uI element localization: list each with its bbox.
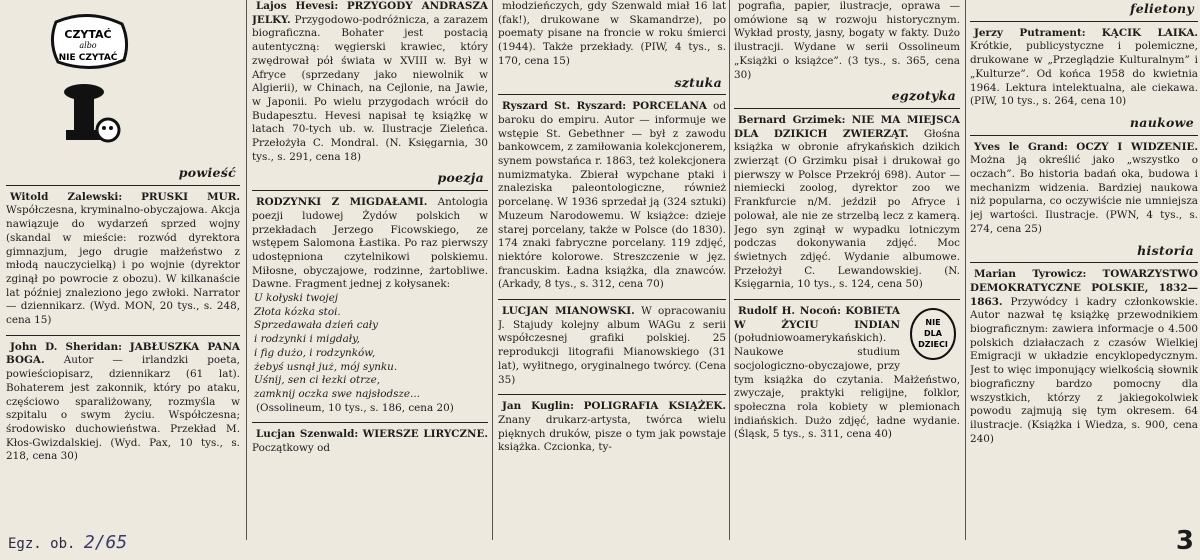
review-text: Przygodowo-podróżnicza, a zarazem biograficzna. Bohater jest postacią autentyczną: węgierski krawiec, który zwędrował pół świata w XVIII w. Był w Afryce (sprzedany jako niewolnik w Algierii), w Chinach, na Cejlonie, na Jawie, w Japonii. Po wielu przygodach wrócił do Budapesztu. Hevesi napisał tę książkę w latach 70-tych ub. w. Ilustracje Zieleńca. Przełożyła C. Mondral. (N. Księgarnia, 30 tys., s. 291, cena 18) [252,13,488,163]
review-text: Antologia poezji ludowej Żydów polskich w przekładach Jerzego Ficowskiego, ze wstępem Salomona Łastika. Po raz pierwszy udostępniona czytelnikowi polskiemu. Miłosne, obyczajowe, rodzinne, żartobliwe. Dawne. Fragment jednej z kołysanek: [252,196,488,291]
divider [970,262,1198,263]
author: Ryszard St. Ryszard: [502,100,627,113]
nie-dla-dzieci-stamp [906,307,960,361]
book-title: WIERSZE LIRYCZNE. [362,428,488,441]
author: Marian Tyrowicz: [974,268,1087,281]
column-3 [498,0,726,528]
poem-line: U kołyski twojej [254,292,339,305]
section-heading: egzotyka [891,88,956,104]
column-1 [6,0,240,528]
author: Witold Zalewski: [10,190,123,203]
review-entry [498,305,726,387]
author: Jerzy Putrament: [974,26,1086,39]
author: Yves le Grand: [974,140,1068,153]
book-title: PRZYGODY ANDRASZA JELKY. [252,0,488,26]
section-heading: sztuka [674,74,722,90]
divider [734,108,960,109]
divider [498,299,726,300]
poem-line: i rodzynki i migdały, [254,333,360,346]
book-title: PRUSKI MUR. [141,190,240,203]
book-title: KOBIETA W ŻYCIU INDIAN [734,305,900,331]
review-text: Przywódcy i kadry członkowskie. Autor nazwał tę książkę przewodnikiem biograficznym: zawiera informacje o 4.500 polskich działaczach z czasów Wielkiej Emigracji w układzie encyklopedycznym. Jest to więc imponujący wielkością słownik biograficzny bardzo pomocny dla wszystkich, którzy z jakiegokolwiek powodu zajmują się tym okresem. 64 ilustracje. (Książka i Wiedza, s. 900, cena 240) [970,295,1198,445]
review-continued: pografia, papier, ilustracje, oprawa — omówione są w rozwoju historycznym. Wykład prosty, jasny, bogaty w fakty. Dużo ilustracji. Wydane w serii Ossolineum „Książki o książce”. (3 tys., s. 365, cena 30) [734,0,960,81]
review-text: W opracowaniu J. Stajudy kolejny album WAGu z serii współczesnej grafiki polskiej. 25 reprodukcji litografii Mianowskiego (31 lat), wyłitnego, oryginalnego twórcy. (Cena 35) [498,305,726,386]
author: Rudolf H. Nocoń: [738,305,841,318]
logo-line: CZYTAĆ [64,28,112,41]
column-4 [734,0,960,528]
section-heading: naukowe [1129,114,1194,130]
archive-stamp [8,532,308,558]
book-title: RODZYNKI Z MIGDAŁAMI. [256,196,428,209]
review-text: Początkowy od [252,442,331,455]
author: John D. Sheridan: [10,340,122,353]
book-title: NIE MA MIEJSCA DLA DZIKICH ZWIERZĄT. [734,113,960,140]
review-entry [970,27,1198,109]
review-text: (południowoamerykańskich). Naukowe studium socjologiczno-obyczajowe, przy tym książka do czytania. Małżeństwo, zwyczaje, praktyki religijne, folklor, społeczna rola kobiety w plemionach indiańskich. Dużo zdjęć, ładne wydanie. (Śląsk, 5 tys., s. 311, cena 40) [734,332,960,441]
review-entry [734,305,960,442]
author: Bernard Grzimek: [738,113,846,126]
page-number: 3 [1175,526,1194,556]
book-title: JABŁUSZKA PANA BOGA. [6,340,240,367]
review-entry [6,341,240,464]
stamp-line: DLA [924,329,942,339]
author: Lucjan Szenwald: [256,428,359,441]
section-heading: historia [1137,242,1194,258]
divider [970,21,1198,22]
review-text: Współczesna, kryminalno-obyczajowa. Akcja nawiązuje do wydarzeń sprzed wojny (skandal w mieście: rozwód dyrektora gimnazjum, jego drugie małżeństwo z młodą nauczycielką) i po wojnie (dyrektor zginął po powrocie z obozu). W kilkanaście lat później znaleziono jego zwłoki. Narrator — dziennikarz. (Wyd. MON, 20 tys., s. 248, cena 15) [6,204,240,327]
author: Jan Kuglin: [502,400,574,413]
review-entry [252,428,488,455]
review-text: Krótkie, publicystyczne i polemiczne, drukowane w „Przeglądzie Kulturalnym” i „Kulturze”. Od końca 1958 do kwietnia 1964. Lektura intelektualna, ale ciekawa. (PIW, 10 tys., s. 264, cena 10) [970,40,1198,108]
divider [498,94,726,95]
poem-line: Złota kózka stoi. [254,305,341,318]
author: Lajos Hevesi: [256,0,339,12]
column-rule [965,0,966,540]
poem-line: Uśnij, sen ci łezki otrze, [254,374,381,387]
review-entry [970,268,1198,446]
column-rule [729,0,730,540]
poem-line: żebyś usnął już, mój synku. [254,360,398,373]
review-entry [6,191,240,328]
column-rule [246,0,247,540]
book-title: OCZY I WIDZENIE. [1076,140,1198,153]
book-title: TOWARZYSTWO DEMOKRATYCZNE POLSKIE, 1832—1863. [970,268,1198,308]
poem-line: Sprzedawała dzień cały [254,319,379,332]
handwritten-note: 2/65 [83,532,128,553]
review-entry [970,141,1198,237]
section-heading: powieść [178,165,236,180]
column-2 [252,0,488,528]
stamp-line: NIE [925,318,941,328]
review-entry [252,196,488,292]
review-text: od baroku do empiru. Autor — informuje we wstępie St. Gebethner — był z zawodu bankowcem, z zamiłowania kolekcjonerem, synem powstańca r. 1863, też kolekcjonera numizmatyka. Zbierał wypchane ptaki i znaleziska paleontologiczne, również porcelanę. W 1936 sprzedał ją (324 sztuki) Muzeum Narodowemu. W książce: dzieje starej porcelany, także w Polsce (do 1830). 174 znaki fabryczne porcelany. 119 zdjęć, niektóre kolorowe. Streszczenie w jęz. francuskim. Ładna książka, dla znawców. (Arkady, 8 tys., s. 312, cena 70) [498,100,726,291]
book-title: KĄCIK LAIKA. [1101,26,1198,39]
divider [970,135,1198,136]
poem-line: zamknij oczka swe najsłodsze... [254,387,420,400]
divider [6,335,240,336]
divider [252,422,488,423]
book-title: PORCELANA [632,100,707,113]
divider [498,394,726,395]
archive-stamp-text: Egz. ob. [8,536,76,552]
divider [252,190,488,191]
poem-line: i fig dużo, i rodzynków, [254,346,376,359]
review-publisher: (Ossolineum, 10 tys., s. 186, cena 20) [256,401,454,414]
czytac-logo [44,12,132,162]
review-entry [252,0,488,164]
logo-line: albo [79,41,97,50]
logo-line: NIE CZYTAĆ [58,53,118,63]
book-title: POLIGRAFIA KSIĄŻEK. [583,400,726,413]
column-5 [970,0,1198,528]
review-entry [734,114,960,292]
review-text: Można ją określić jako „wszystko o oczach”. Bo historia badań oka, budowa i mechanizm widzenia. Bardziej naukowa niż popularna, co oczywiście nie umniejsza jej wartości. Ilustracje. (PWN, 4 tys., s. 274, cena 25) [970,154,1198,235]
column-rule [492,0,493,540]
review-entry [498,400,726,455]
review-continued: młodzieńczych, gdy Szenwald miał 16 lat (fak!), drukowane w Skamandrze), po poematy pisane na froncie w roku śmierci (1944). Także przekłady. (PIW, 4 tys., s. 170, cena 15) [498,0,726,67]
book-title: LUCJAN MIANOWSKI. [502,305,635,318]
divider [6,185,240,186]
review-text: Autor — irlandzki poeta, powieściopisarz, dziennikarz (61 lat). Bohaterem jest zakonnik, który po ataku, częściowo sparaliżowany, rozmyśla w szpitalu o swym życiu. Współczesna; środowisko duchowieństwa. Przekład M. Kłos-Gwizdalskiej. (Wyd. Pax, 10 tys., s. 218, cena 30) [6,354,240,463]
section-heading: felietony [1130,1,1194,16]
section-heading: poezja [437,170,484,186]
stamp-line: DZIECI [918,340,948,350]
divider [734,299,960,300]
review-text: Znany drukarz-artysta, twórca wielu pięknych druków, pisze o tym jak powstaje książka. Czcionka, ty- [498,413,726,454]
review-text: Głośna książka w obronie afrykańskich dzikich zwierząt (O Grzimku pisał i drukował go pierwszy w Polsce Przekrój 698). Autor — niemiecki zoolog, dyrektor zoo we Frankfurcie n/M. jeździł po Afryce i polował, ale nie ze strzelbą lecz z kamerą. Jego syn zginął w wypadku lotniczym podczas dokonywania zdjęć. Moc świetnych zdjęć. Wydanie albumowe. Przełożył C. Lewandowskiej. (N. Księgarnia, 10 tys., s. 124, cena 50) [734,127,960,291]
review-entry [498,100,726,292]
